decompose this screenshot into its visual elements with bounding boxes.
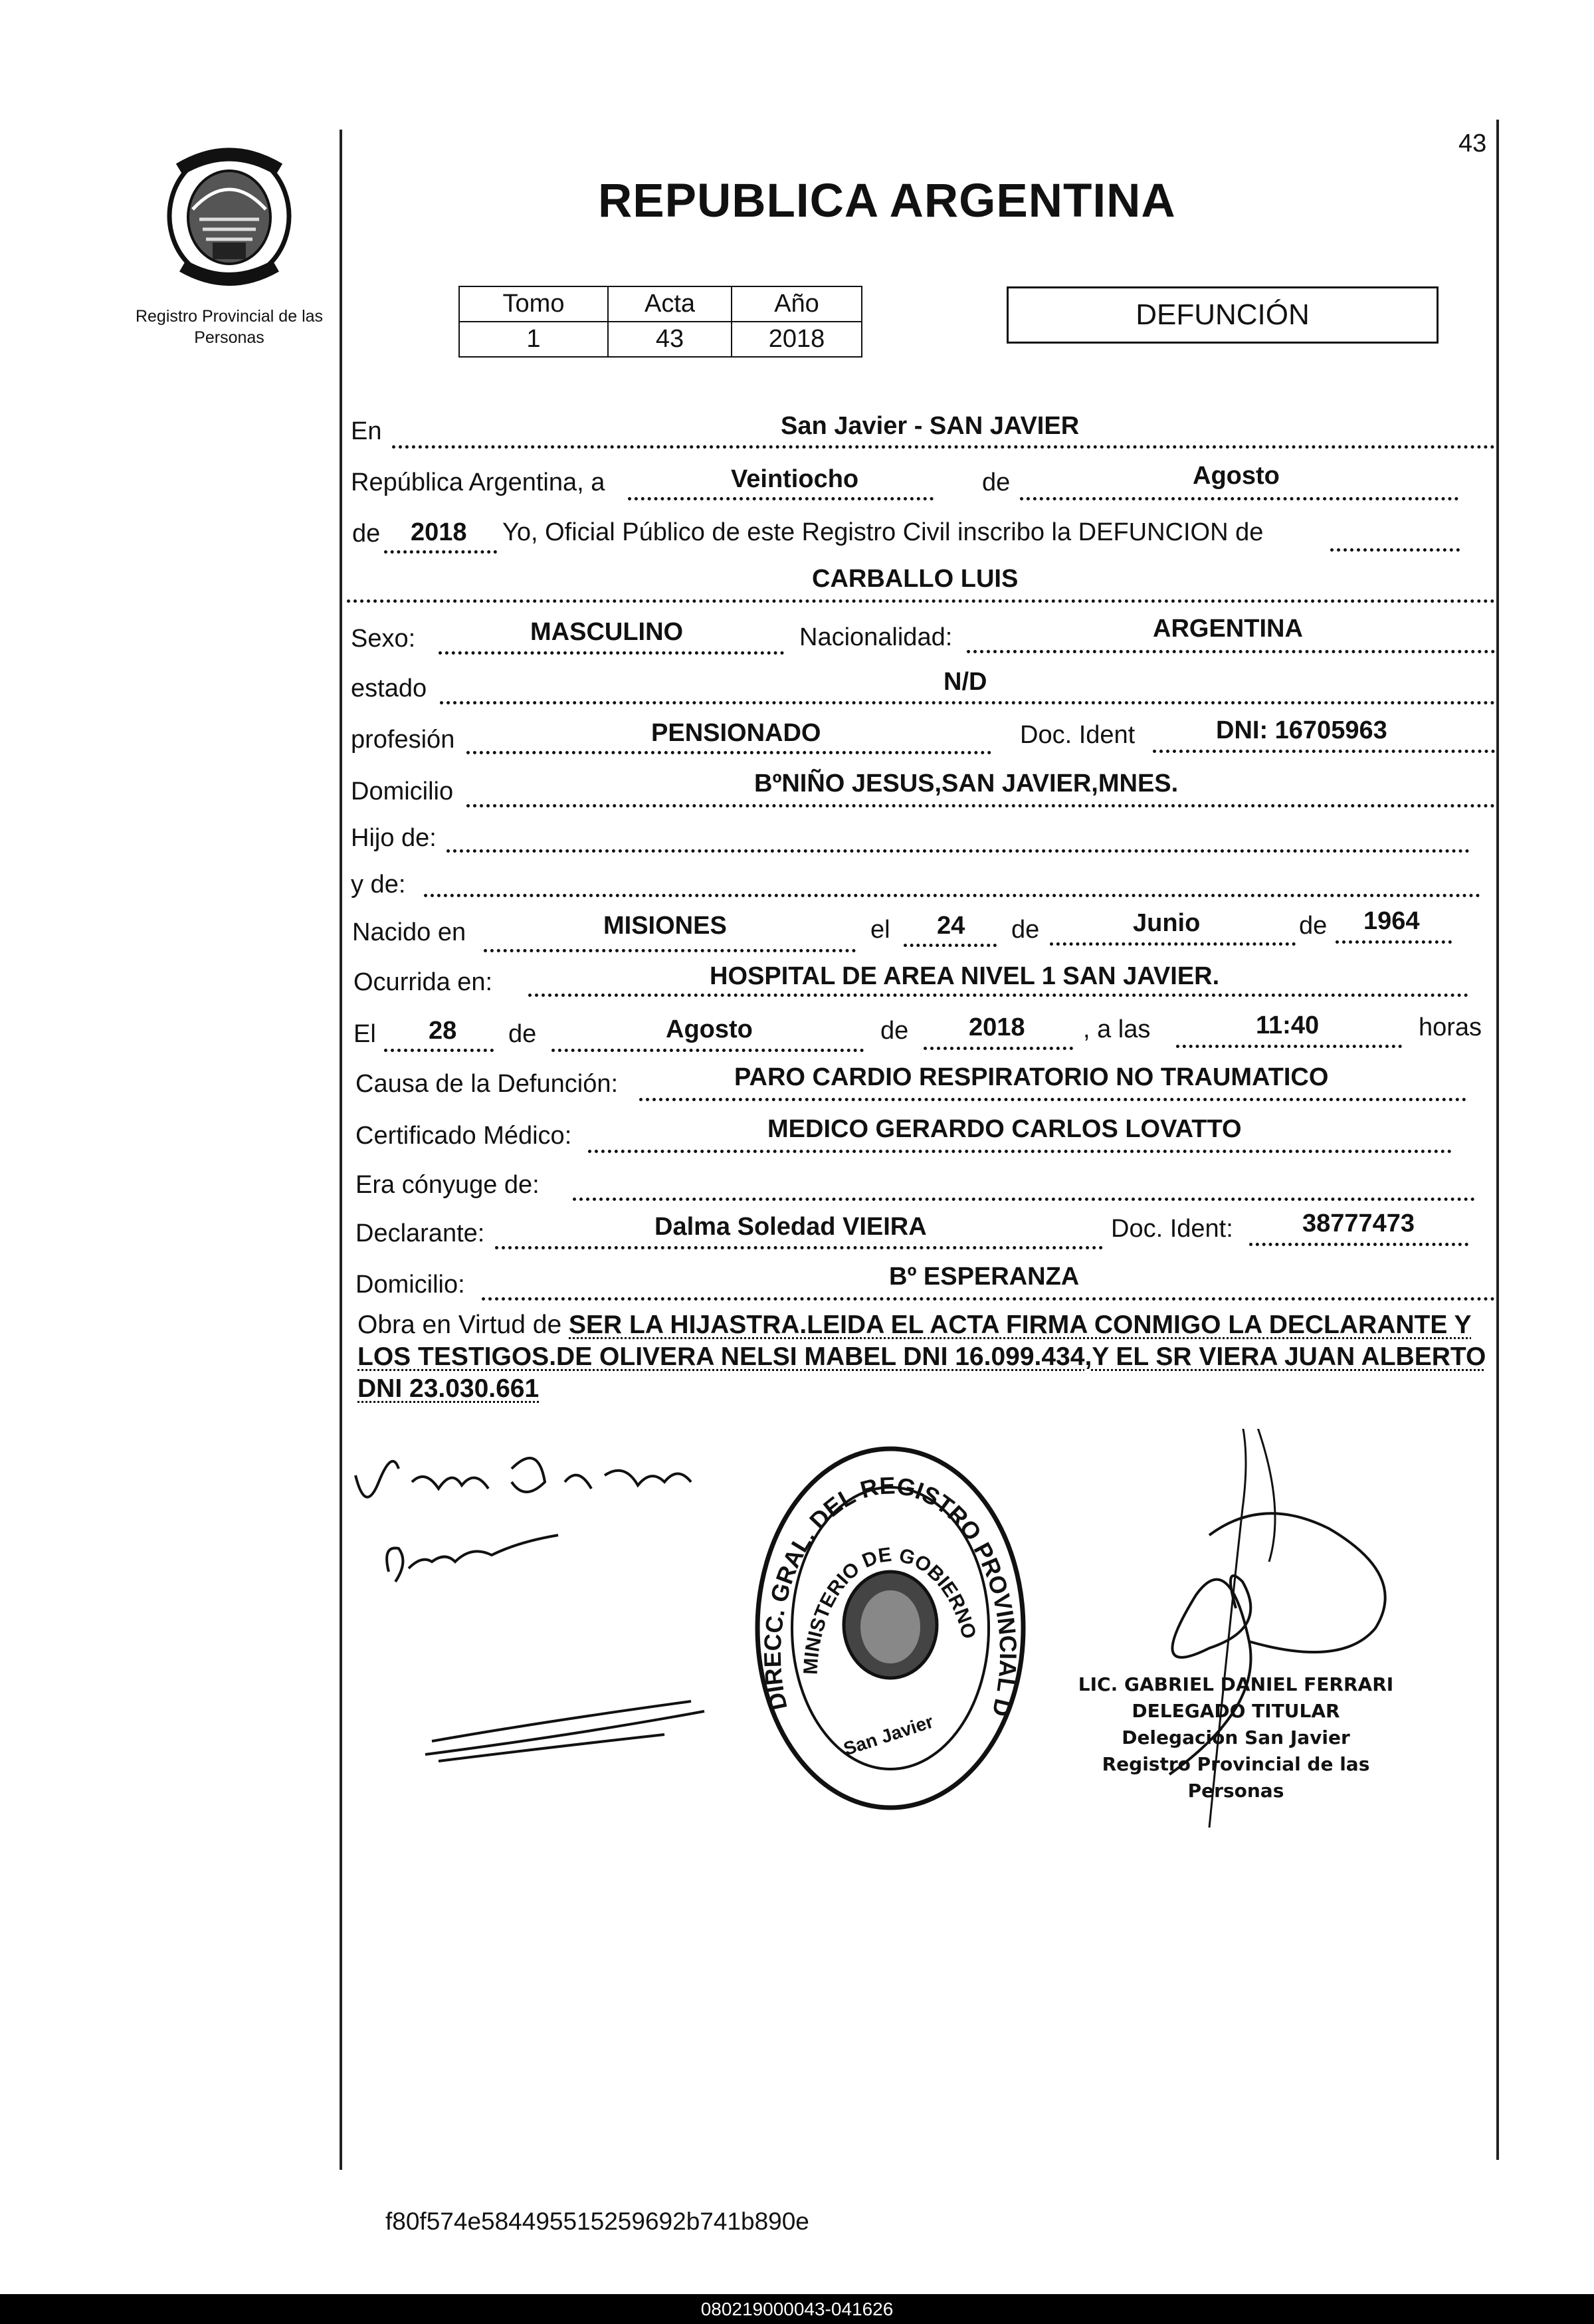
profesion-label: profesión <box>351 726 455 754</box>
sexo-value: MASCULINO <box>530 618 684 646</box>
fecha-def-hora-line <box>1176 1045 1402 1048</box>
official-signature-block <box>1063 1671 1409 1804</box>
inscripcion-line <box>1330 548 1460 552</box>
doc-ident-line <box>1153 750 1495 753</box>
fecha-def-horas-label: horas <box>1419 1013 1482 1041</box>
profesion-line <box>466 751 991 754</box>
document-type-box: DEFUNCIÓN <box>1007 286 1439 344</box>
nacido-dia-line <box>904 944 997 947</box>
fecha-dia-value: Veintiocho <box>731 465 859 493</box>
nacido-mes-line <box>1050 942 1296 946</box>
fecha-anio-line <box>384 550 497 554</box>
declarante-doc-value: 38777473 <box>1302 1210 1415 1237</box>
nacido-de1-label: de <box>1011 916 1040 944</box>
declarante-dom-label: Domicilio: <box>355 1271 465 1299</box>
estado-line <box>440 701 1495 704</box>
doc-ident-label: Doc. Ident <box>1020 721 1136 749</box>
sexo-line <box>439 651 784 655</box>
declarante-value: Dalma Soledad VIEIRA <box>654 1213 927 1241</box>
y-de-label: y de: <box>351 871 406 898</box>
declarante-line <box>495 1246 1103 1249</box>
left-margin-line <box>340 130 342 2170</box>
en-line <box>392 445 1495 449</box>
reference-table <box>458 286 862 358</box>
domicilio-line <box>466 804 1495 807</box>
declarante-doc-line <box>1249 1243 1468 1246</box>
fecha-anio-label: de <box>352 520 381 548</box>
stamp-bottom-text: San Javier <box>841 1711 936 1760</box>
en-value: San Javier - SAN JAVIER <box>781 412 1080 440</box>
doc-ident-value: DNI: 16705963 <box>1216 716 1387 744</box>
fecha-def-dia-value: 28 <box>429 1017 457 1045</box>
en-label: En <box>351 417 382 445</box>
page-number: 43 <box>1458 130 1487 158</box>
official-role: DELEGADO TITULAR <box>1132 1700 1340 1722</box>
nacido-de2-label: de <box>1299 912 1328 940</box>
nacido-lugar-value: MISIONES <box>603 912 727 940</box>
fecha-mes-line <box>1020 497 1458 500</box>
obra-paragraph <box>357 1309 1500 1405</box>
fecha-def-el-label: El <box>353 1020 376 1048</box>
stamp-outer-text: DIRECC. GRAL. DEL REGISTRO PROVINCIAL D <box>758 1471 1023 1720</box>
causa-line <box>639 1098 1466 1101</box>
official-registry: Registro Provincial de las Personas <box>1102 1753 1370 1802</box>
nacionalidad-label: Nacionalidad: <box>799 623 953 651</box>
declarante-doc-label: Doc. Ident: <box>1111 1215 1233 1243</box>
certificado-value: MEDICO GERARDO CARLOS LOVATTO <box>767 1115 1242 1143</box>
fecha-def-hora-value: 11:40 <box>1256 1011 1320 1039</box>
declarante-label: Declarante: <box>355 1219 485 1247</box>
obra-label: Obra en Virtud de <box>357 1311 562 1339</box>
fecha-def-a-las-label: , a las <box>1083 1015 1151 1043</box>
conyuge-line <box>573 1198 1475 1201</box>
official-stamp <box>747 1442 1033 1814</box>
acta-header: Acta <box>608 286 732 322</box>
nacido-dia-value: 24 <box>937 912 965 940</box>
nombre-line <box>347 599 1495 603</box>
sexo-label: Sexo: <box>351 625 416 653</box>
fecha-mes-label: de <box>982 469 1011 496</box>
estado-value: N/D <box>944 668 987 696</box>
obra-value: SER LA HIJASTRA.LEIDA EL ACTA FIRMA CONMIGO LA DECLARANTE Y LOS TESTIGOS.DE OLIVERA NELSI MABEL DNI 16.099.434,Y EL SR VIERA JUAN ALBERTO DNI 23.030.661 <box>357 1311 1486 1403</box>
nacido-anio-value: 1964 <box>1363 907 1420 935</box>
province-crest-logo <box>153 143 306 289</box>
acta-value: 43 <box>608 322 732 357</box>
document-hash: f80f574e584495515259692b741b890e <box>385 2208 809 2235</box>
fecha-def-anio-line <box>924 1047 1073 1050</box>
fecha-def-mes-line <box>551 1049 864 1052</box>
anio-header: Año <box>732 286 862 322</box>
tomo-value: 1 <box>459 322 608 357</box>
domicilio-label: Domicilio <box>351 778 454 805</box>
ocurrida-value: HOSPITAL DE AREA NIVEL 1 SAN JAVIER. <box>710 962 1220 990</box>
causa-label: Causa de la Defunción: <box>355 1070 619 1098</box>
profesion-value: PENSIONADO <box>651 719 821 747</box>
hijo-de-line <box>447 849 1470 853</box>
ocurrida-line <box>528 994 1468 997</box>
conyuge-label: Era cónyuge de: <box>355 1171 540 1199</box>
fecha-label: República Argentina, a <box>351 469 605 496</box>
certificado-line <box>588 1150 1452 1153</box>
official-office: Delegación San Javier <box>1122 1727 1350 1748</box>
nacionalidad-line <box>967 650 1495 653</box>
nacido-el-label: el <box>870 916 890 944</box>
nacido-anio-line <box>1336 940 1452 944</box>
deceased-name: CARBALLO LUIS <box>812 565 1019 593</box>
tomo-header: Tomo <box>459 286 608 322</box>
registry-caption: Registro Provincial de las Personas <box>135 307 324 347</box>
causa-value: PARO CARDIO RESPIRATORIO NO TRAUMATICO <box>734 1063 1329 1091</box>
fecha-def-de1-label: de <box>508 1020 537 1048</box>
hijo-de-label: Hijo de: <box>351 824 437 852</box>
estado-label: estado <box>351 675 427 702</box>
footer-code: 080219000043-041626 <box>0 2294 1594 2324</box>
ocurrida-label: Ocurrida en: <box>353 968 493 996</box>
nacionalidad-value: ARGENTINA <box>1153 615 1303 643</box>
official-name: LIC. GABRIEL DANIEL FERRARI <box>1078 1673 1394 1695</box>
stamp-inner-text: MINISTERIO DE GOBIERNO <box>799 1543 981 1675</box>
fecha-anio-value: 2018 <box>411 518 467 546</box>
fecha-def-mes-value: Agosto <box>666 1015 753 1043</box>
nacido-mes-value: Junio <box>1133 909 1201 937</box>
fecha-dia-line <box>628 497 934 500</box>
fecha-def-de2-label: de <box>880 1017 909 1045</box>
nacido-lugar-line <box>484 949 856 952</box>
inscripcion-text: Yo, Oficial Público de este Registro Civil inscribo la DEFUNCION de <box>502 518 1264 546</box>
nacido-label: Nacido en <box>352 918 466 946</box>
fecha-def-anio-value: 2018 <box>969 1013 1025 1041</box>
page-title: REPUBLICA ARGENTINA <box>598 175 1176 227</box>
anio-value: 2018 <box>732 322 862 357</box>
certificado-label: Certificado Médico: <box>355 1122 572 1150</box>
domicilio-value: BºNIÑO JESUS,SAN JAVIER,MNES. <box>754 770 1179 797</box>
fecha-def-dia-line <box>384 1049 494 1052</box>
fecha-mes-value: Agosto <box>1193 462 1280 490</box>
declarante-dom-value: Bº ESPERANZA <box>889 1263 1080 1291</box>
declarante-dom-line <box>482 1297 1495 1301</box>
y-de-line <box>424 894 1480 897</box>
